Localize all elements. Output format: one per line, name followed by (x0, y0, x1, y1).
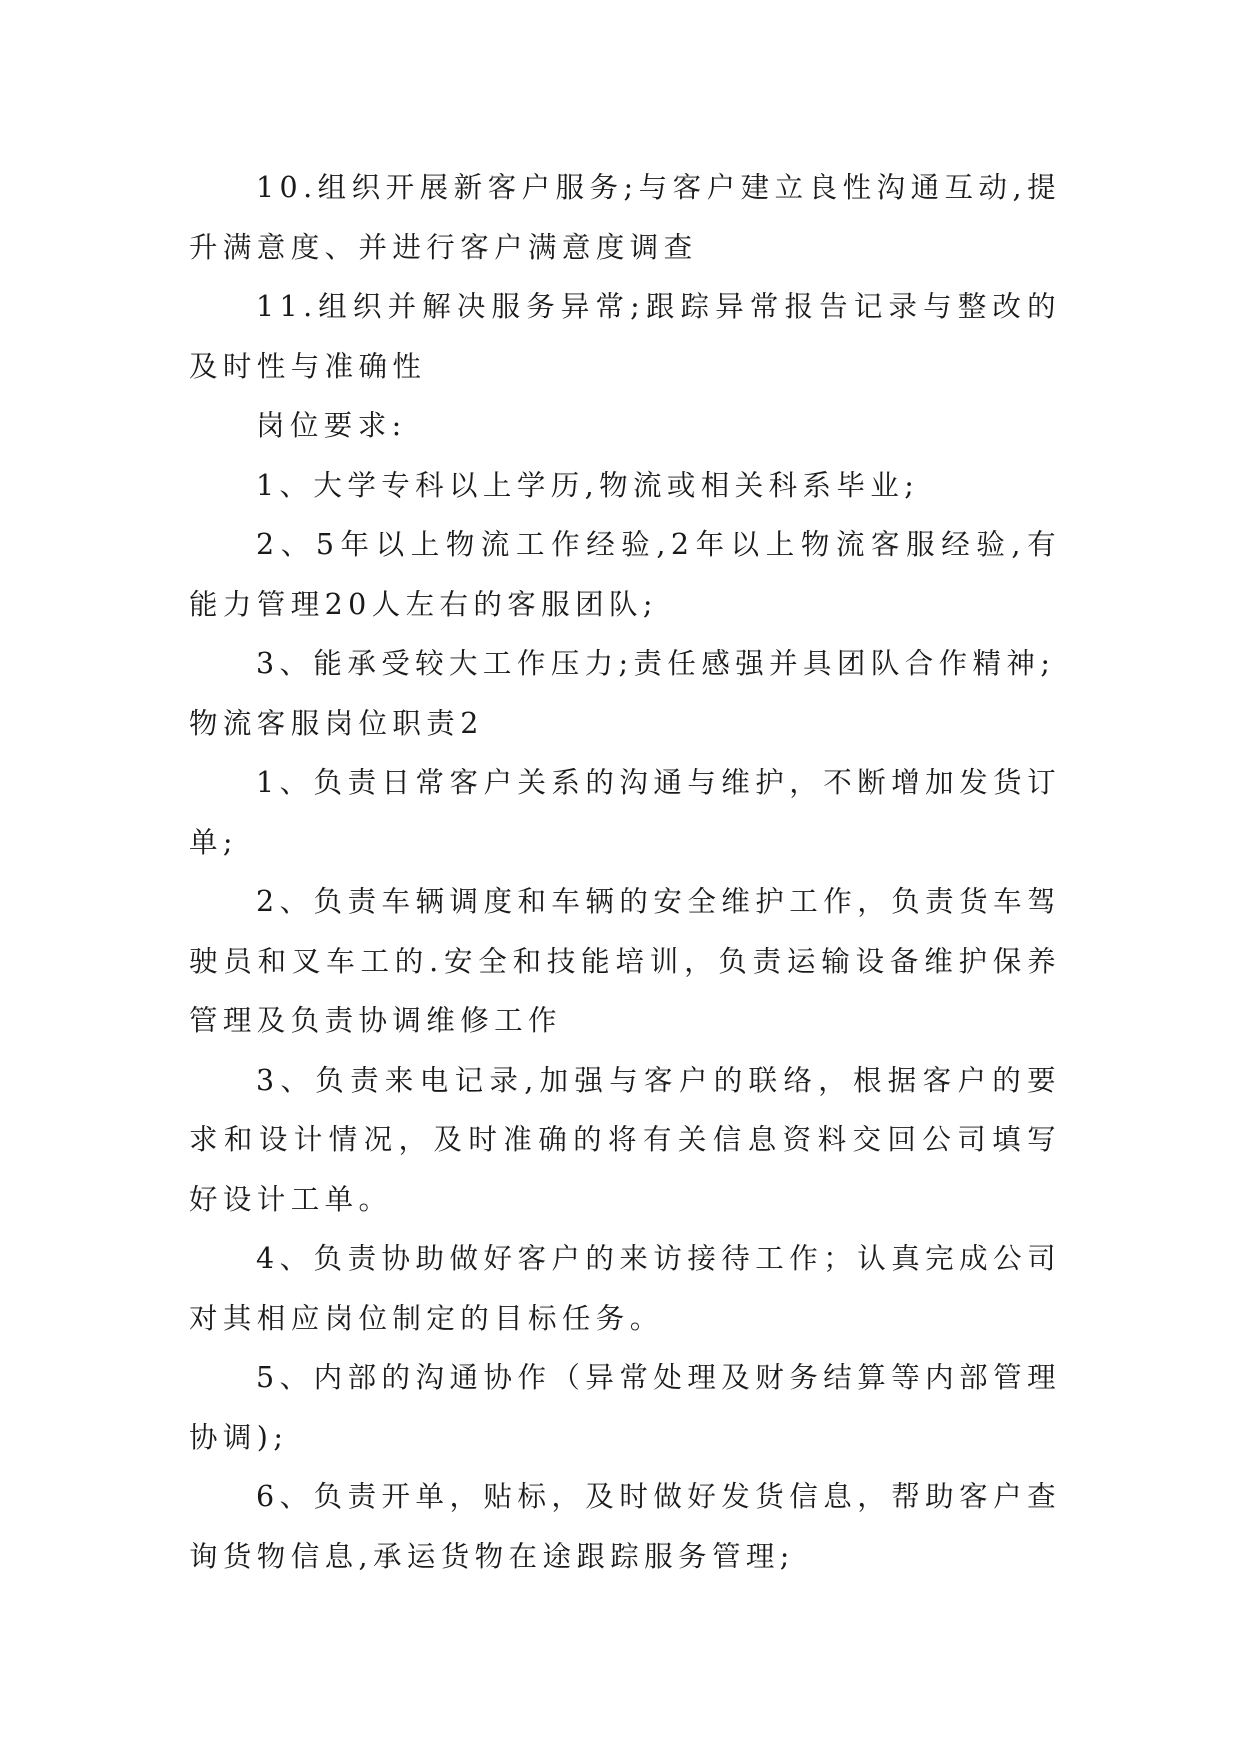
duty-item-6: 6、负责开单，贴标，及时做好发货信息，帮助客户查询货物信息,承运货物在途跟踪服务管理; (189, 1480, 1061, 1573)
duty-item-3: 3、负责来电记录,加强与客户的联络，根据客户的要求和设计情况，及时准确的将有关信息资料交回公司填写好设计工单。 (189, 1063, 1061, 1216)
requirement-item-2: 2、5年以上物流工作经验,2年以上物流客服经验,有能力管理20人左右的客服团队; (189, 528, 1061, 621)
duty-item-5: 5、内部的沟通协作（异常处理及财务结算等内部管理协调); (189, 1361, 1061, 1454)
duty-item-1: 1、负责日常客户关系的沟通与维护，不断增加发货订单; (189, 766, 1061, 859)
requirement-item-3: 3、能承受较大工作压力;责任感强并具团队合作精神; (256, 647, 1056, 680)
section-title-duties-2: 物流客服岗位职责2 (189, 706, 484, 740)
duty-item-2: 2、负责车辆调度和车辆的安全维护工作，负责货车驾驶员和叉车工的.安全和技能培训，负责运输设备维护保养管理及负责协调维修工作 (189, 885, 1061, 1037)
paragraph-item-10: 10.组织开展新客户服务;与客户建立良性沟通互动,提升满意度、并进行客户满意度调查 (189, 171, 1061, 264)
duty-item-4: 4、负责协助做好客户的来访接待工作；认真完成公司对其相应岗位制定的目标任务。 (189, 1242, 1061, 1335)
paragraph-item-11: 11.组织并解决服务异常;跟踪异常报告记录与整改的及时性与准确性 (189, 290, 1061, 383)
requirement-item-1: 1、大学专科以上学历,物流或相关科系毕业; (256, 468, 920, 502)
section-heading-requirements: 岗位要求: (256, 409, 407, 442)
document-page (189, 158, 1061, 1586)
